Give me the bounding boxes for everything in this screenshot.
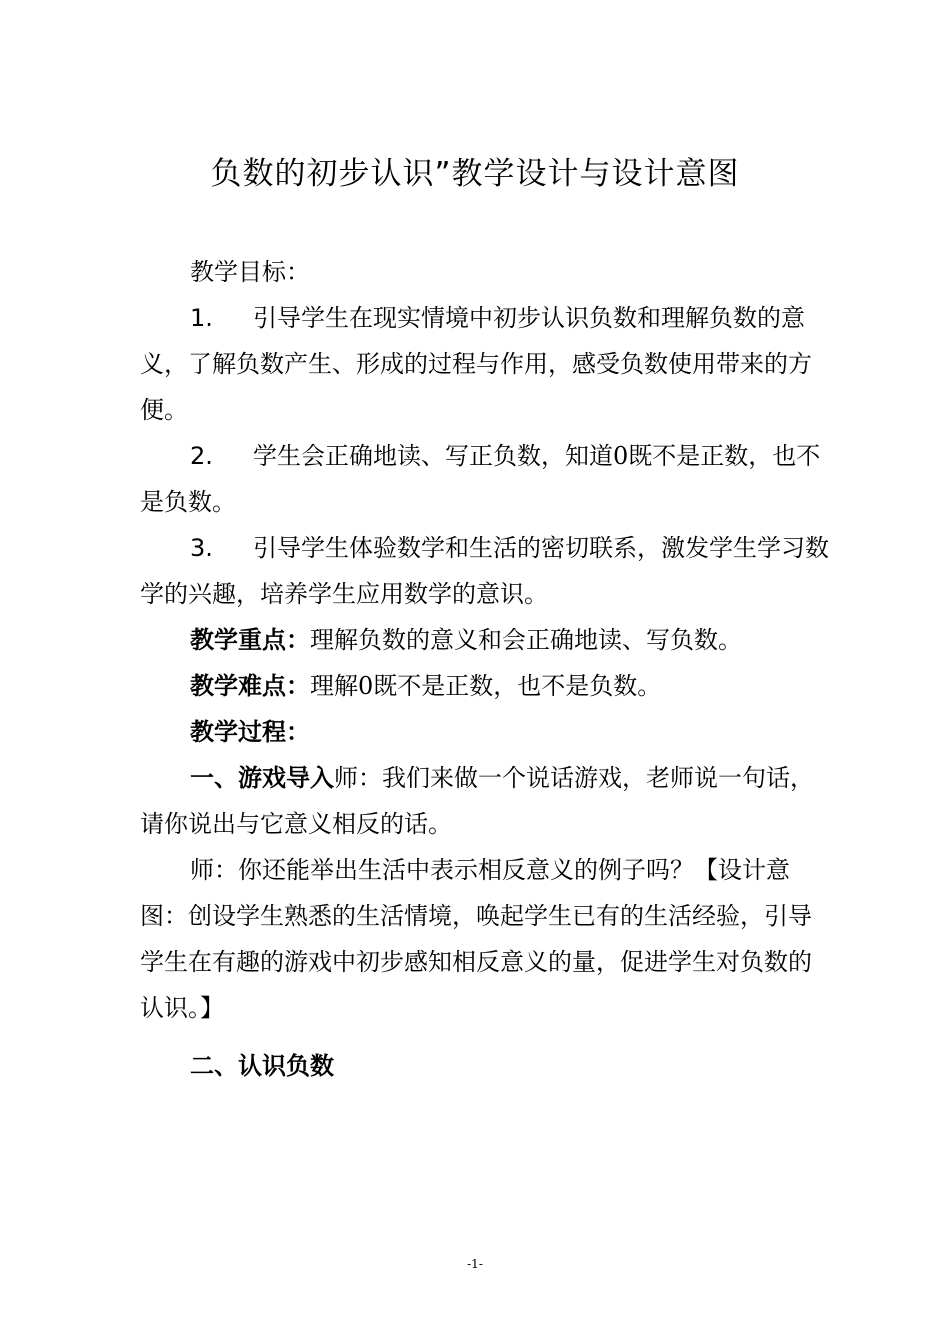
page-number: -1- (467, 1257, 483, 1271)
goal-text: 引导学生体验数学和生活的密切联系，激发学生学习数学的兴趣，培养学生应用数学的意识。 (140, 534, 829, 608)
goal-item-1 (140, 295, 830, 433)
section-1-label: 一、游戏导入 (190, 764, 334, 792)
difficulty-text: 理解0既不是正数，也不是负数。 (310, 672, 662, 700)
goal-text: 学生会正确地读、写正负数，知道0既不是正数，也不是负数。 (140, 442, 821, 516)
difficulty (140, 663, 830, 709)
document-body (140, 249, 830, 1089)
document-title: 负数的初步认识”教学设计与设计意图 (210, 156, 740, 192)
section-2-heading: 二、认识负数 (190, 1052, 334, 1080)
process-heading: 教学过程： (190, 718, 310, 746)
goals-heading: 教学目标： (190, 258, 310, 286)
goal-number: 2. (190, 442, 213, 470)
section-1 (140, 755, 830, 847)
goal-text: 引导学生在现实情境中初步认识负数和理解负数的意义，了解负数产生、形成的过程与作用，感受负数使用带来的方便。 (140, 304, 812, 424)
difficulty-label: 教学难点： (190, 672, 310, 700)
key-point-label: 教学重点： (190, 626, 310, 654)
goal-number: 3. (190, 534, 213, 562)
section-1-followup: 师：你还能举出生活中表示相反意义的例子吗？【设计意图：创设学生熟悉的生活情境，唤起学生已有的生活经验，引导学生在有趣的游戏中初步感知相反意义的量，促进学生对负数的认识。】 (140, 856, 812, 1022)
goal-item-2 (140, 433, 830, 525)
section-1-text: 师：我们来做一个说话游戏，老师说一句话，请你说出与它意义相反的话。 (140, 764, 814, 838)
key-point-text: 理解负数的意义和会正确地读、写负数。 (310, 626, 742, 654)
goal-number: 1. (190, 304, 213, 332)
goal-item-3 (140, 525, 830, 617)
key-point (140, 617, 830, 663)
